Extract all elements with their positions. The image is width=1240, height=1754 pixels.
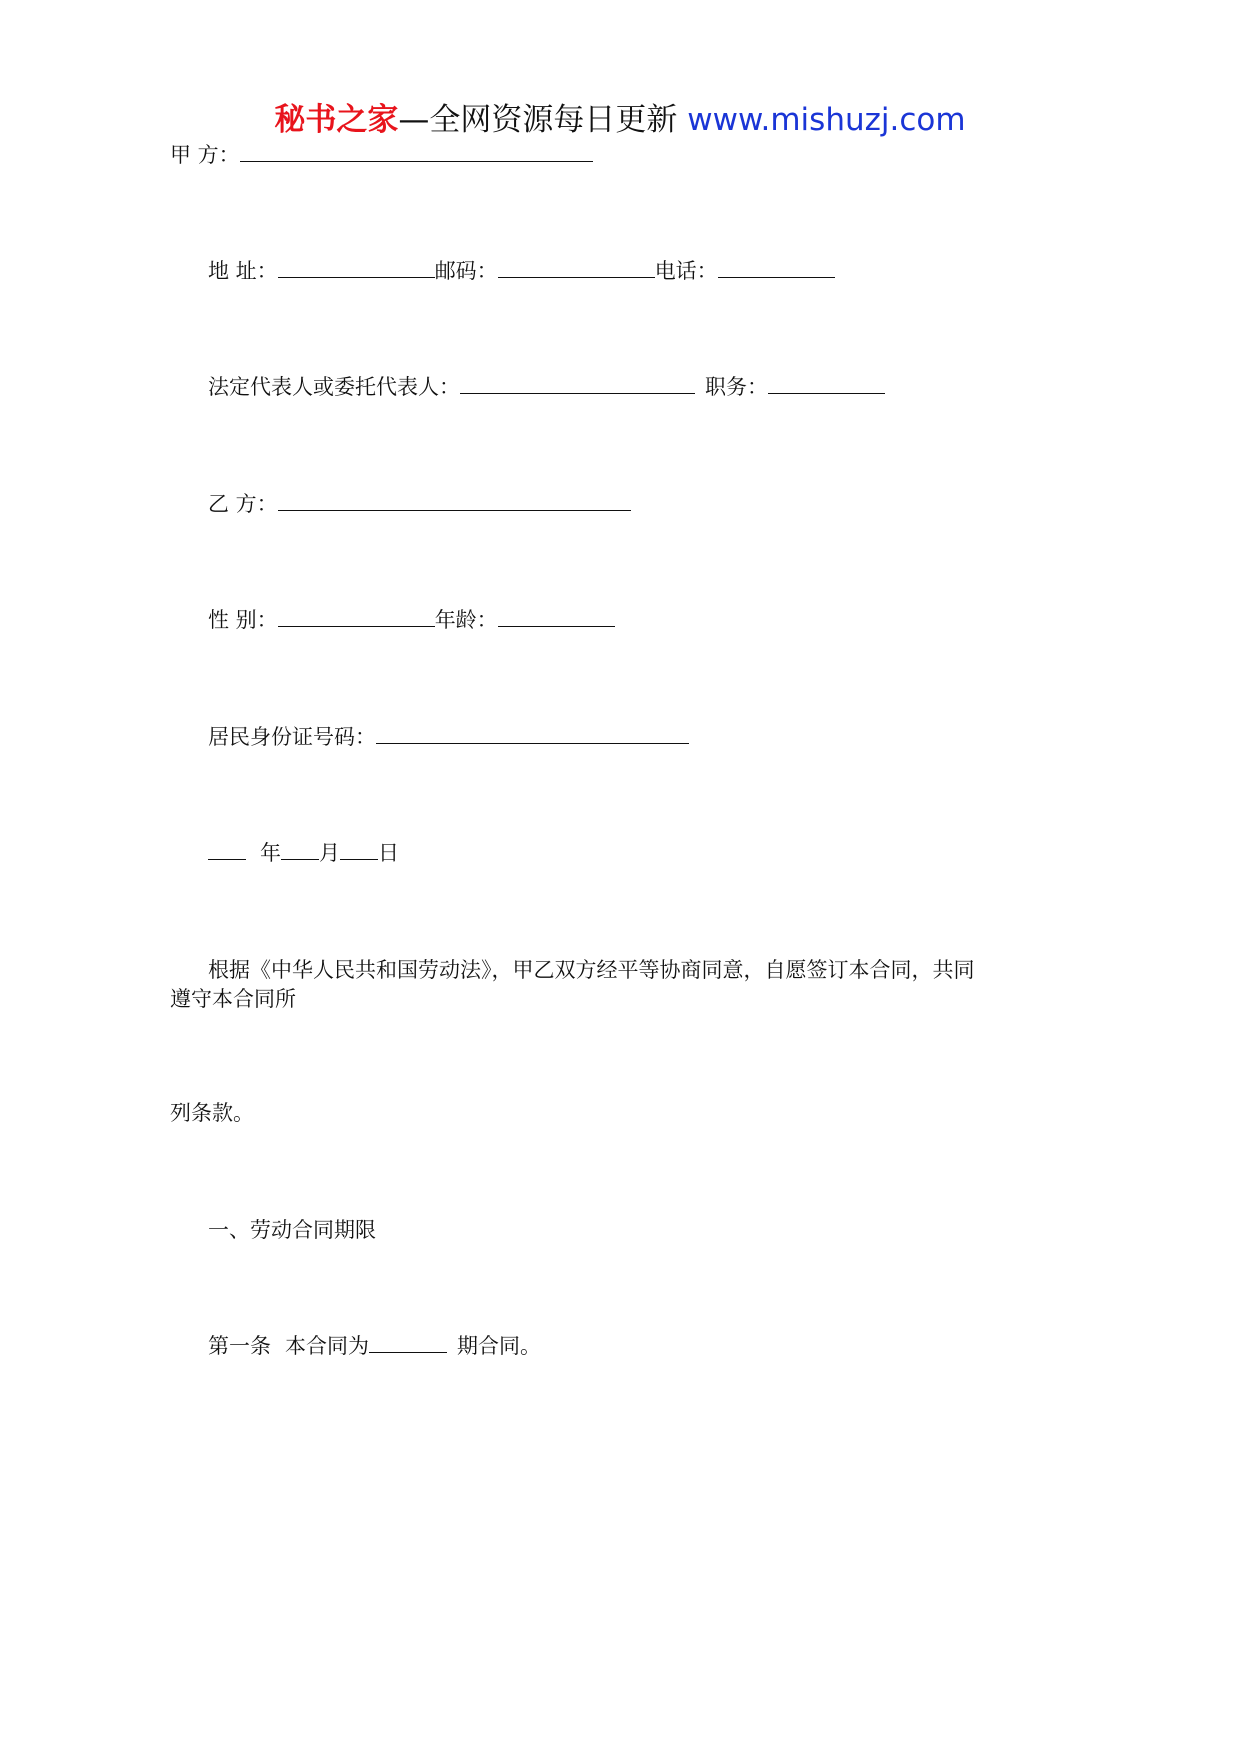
year-label: 年: [260, 841, 281, 865]
address-blank[interactable]: [278, 257, 435, 278]
party-a-blank[interactable]: [240, 141, 593, 162]
day-label: 日: [378, 841, 399, 865]
contract-term-blank[interactable]: [369, 1332, 447, 1353]
month-blank[interactable]: [281, 839, 319, 860]
representative-label: 法定代表人或委托代表人：: [208, 375, 460, 399]
site-url-link[interactable]: www.mishuzj.com: [687, 102, 966, 138]
position-blank[interactable]: [768, 373, 885, 394]
article-1: [208, 1331, 541, 1361]
preamble-line-2: 遵守本合同所: [170, 987, 296, 1011]
preamble-line-3: 列条款。: [170, 1101, 254, 1125]
party-b-row: [208, 489, 631, 519]
address-row: [208, 256, 835, 286]
age-label: 年龄：: [434, 608, 498, 632]
phone-label: 电话：: [654, 259, 718, 283]
gender-label: 性 别：: [208, 608, 278, 632]
party-b-label: 乙 方：: [208, 492, 278, 516]
representative-blank[interactable]: [460, 373, 695, 394]
id-number-blank[interactable]: [376, 723, 689, 744]
article-1-label: 第一条: [208, 1334, 271, 1358]
year-blank[interactable]: [208, 839, 246, 860]
day-blank[interactable]: [340, 839, 378, 860]
id-number-row: [208, 722, 689, 752]
party-a-label: 甲 方：: [170, 143, 240, 167]
preamble-line-1: 根据《中华人民共和国劳动法》，甲乙双方经平等协商同意，自愿签订本合同，共同: [208, 958, 975, 982]
postcode-blank[interactable]: [498, 257, 655, 278]
party-a-row: [170, 140, 593, 170]
representative-row: [208, 372, 885, 402]
age-blank[interactable]: [498, 606, 615, 627]
banner-slogan: —全网资源每日更新: [398, 102, 688, 138]
date-row: [208, 838, 399, 868]
id-number-label: 居民身份证号码：: [208, 725, 376, 749]
brand-name: 秘书之家: [274, 102, 399, 138]
article-1-text-a: 本合同为: [285, 1334, 369, 1358]
section-1-heading: 一、劳动合同期限: [208, 1218, 376, 1242]
gender-blank[interactable]: [278, 606, 435, 627]
position-label: 职务：: [705, 375, 768, 399]
address-label: 地 址：: [208, 259, 278, 283]
postcode-label: 邮码：: [434, 259, 498, 283]
month-label: 月: [319, 841, 340, 865]
article-1-text-b: 期合同。: [457, 1334, 541, 1358]
party-b-blank[interactable]: [278, 490, 631, 511]
phone-blank[interactable]: [718, 257, 835, 278]
gender-age-row: [208, 605, 615, 635]
site-banner: [0, 100, 1240, 140]
